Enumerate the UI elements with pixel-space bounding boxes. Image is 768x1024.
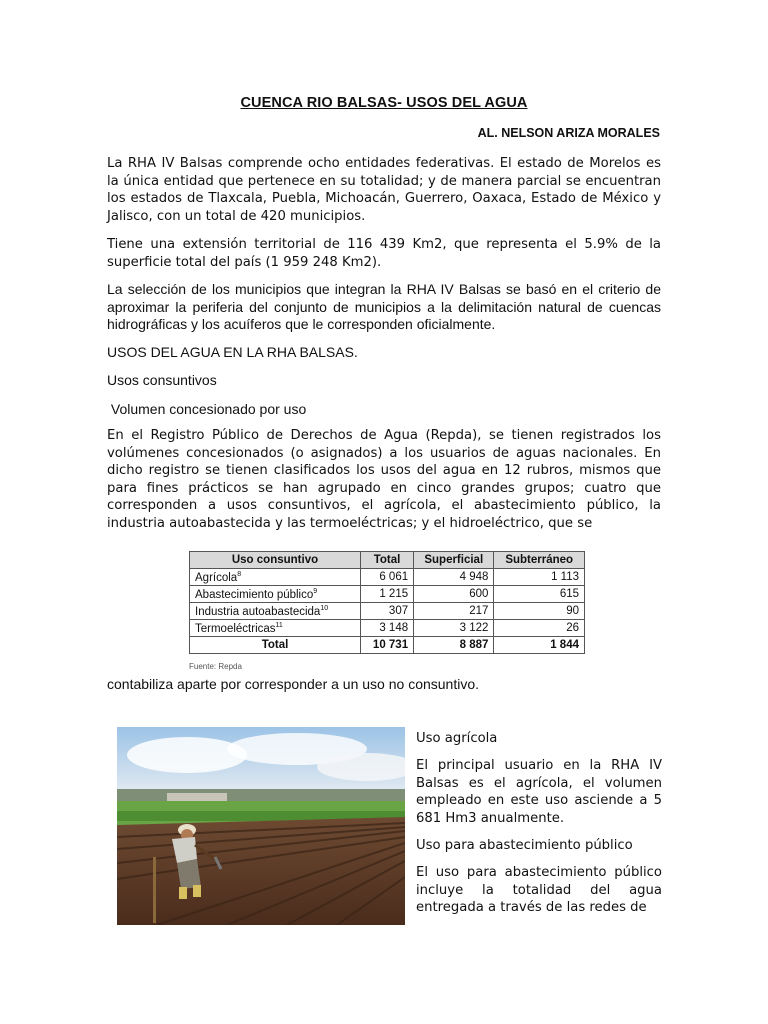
table-total-row xyxy=(190,637,585,654)
table-row xyxy=(190,586,585,603)
table-total-label: Total xyxy=(190,637,361,654)
subheading-volumen: Volumen concesionado por uso xyxy=(107,401,307,417)
table-cell-total: 3 148 xyxy=(361,620,414,637)
table-cell-total: 6 061 xyxy=(361,569,414,586)
table-cell-label: Termoeléctricas$^{11}$ xyxy=(190,620,361,637)
table-cell-label: Industria autoabastecida$^{10}$ xyxy=(190,603,361,620)
usage-table xyxy=(189,551,585,654)
table-cell-superficial: 4 948 xyxy=(414,569,494,586)
table-cell-superficial: 3 122 xyxy=(414,620,494,637)
table-cell-total: 307 xyxy=(361,603,414,620)
farm-photo xyxy=(117,727,405,925)
table-cell-total: 1 215 xyxy=(361,586,414,603)
table-total-superficial: 8 887 xyxy=(414,637,494,654)
table-header-uso: Uso consuntivo xyxy=(190,552,361,569)
section-heading: USOS DEL AGUA EN LA RHA BALSAS. xyxy=(107,344,358,360)
table-row xyxy=(190,569,585,586)
table-cell-superficial: 600 xyxy=(414,586,494,603)
table-cell-subterraneo: 1 113 xyxy=(494,569,585,586)
paragraph-intro: La RHA IV Balsas comprende ocho entidades federativas. El estado de Morelos es la única entidad que pertenece en su totalidad; y de manera parcial se encuentran los estados de Tlaxcala, Puebla, Michoacán, Guerrero, Oaxaca, Estado de México y Jalisco, con un total de 420 municipios. xyxy=(107,156,661,224)
subheading-usos-consuntivos: Usos consuntivos xyxy=(107,372,217,388)
paragraph-repda: En el Registro Público de Derechos de Agua (Repda), se tienen registrados los volúmenes concesionados (o asignados) a los usuarios de aguas nacionales. En dicho registro se tienen clasificados los usos del agua en 12 rubros, mismos que para fines prácticos se han agrupado en cinco grandes grupos; cuatro que corresponden a usos consuntivos, el agrícola, el abastecimiento público, la industria autoabastecida y las termoeléctricas; y el hidroeléctrico, que se xyxy=(107,428,661,531)
right-heading-abastecimiento: Uso para abastecimiento público xyxy=(416,838,633,853)
document-title: CUENCA RIO BALSAS- USOS DEL AGUA xyxy=(240,95,528,111)
table-cell-subterraneo: 90 xyxy=(494,603,585,620)
table-cell-superficial: 217 xyxy=(414,603,494,620)
table-row xyxy=(190,603,585,620)
table-cell-subterraneo: 26 xyxy=(494,620,585,637)
paragraph-extension: Tiene una extensión territorial de 116 439 Km2, que representa el 5.9% de la superficie total del país (1 959 248 Km2). xyxy=(107,237,661,270)
table-total-total: 10 731 xyxy=(361,637,414,654)
table-cell-label: Agrícola$^8$ xyxy=(190,569,361,586)
table-header-total: Total xyxy=(361,552,414,569)
right-heading-agricola: Uso agrícola xyxy=(416,731,498,746)
table-header-row xyxy=(190,552,585,569)
table-cell-label: Abastecimiento público$^9$ xyxy=(190,586,361,603)
table-row xyxy=(190,620,585,637)
right-paragraph-abastecimiento: El uso para abastecimiento público incluye la totalidad del agua entregada a través de las redes de xyxy=(416,865,662,916)
table-cell-subterraneo: 615 xyxy=(494,586,585,603)
paragraph-selection: La selección de los municipios que integran la RHA IV Balsas se basó en el criterio de aproximar la periferia del conjunto de municipios a la delimitación natural de cuencas hidrográficas y los acuíferos que le corresponden oficialmente. xyxy=(107,281,661,333)
right-paragraph-agricola: El principal usuario en la RHA IV Balsas es el agrícola, el volumen empleado en este uso asciende a 5 681 Hm3 anualmente. xyxy=(416,758,662,826)
document-author: AL. NELSON ARIZA MORALES xyxy=(477,126,660,140)
table-total-subterraneo: 1 844 xyxy=(494,637,585,654)
table-header-superficial: Superficial xyxy=(414,552,494,569)
paragraph-continuation: contabiliza aparte por corresponder a un uso no consuntivo. xyxy=(107,676,480,692)
table-header-subterraneo: Subterráneo xyxy=(494,552,585,569)
farmer-field-image xyxy=(117,727,405,925)
table-source: Fuente: Repda xyxy=(189,662,242,671)
